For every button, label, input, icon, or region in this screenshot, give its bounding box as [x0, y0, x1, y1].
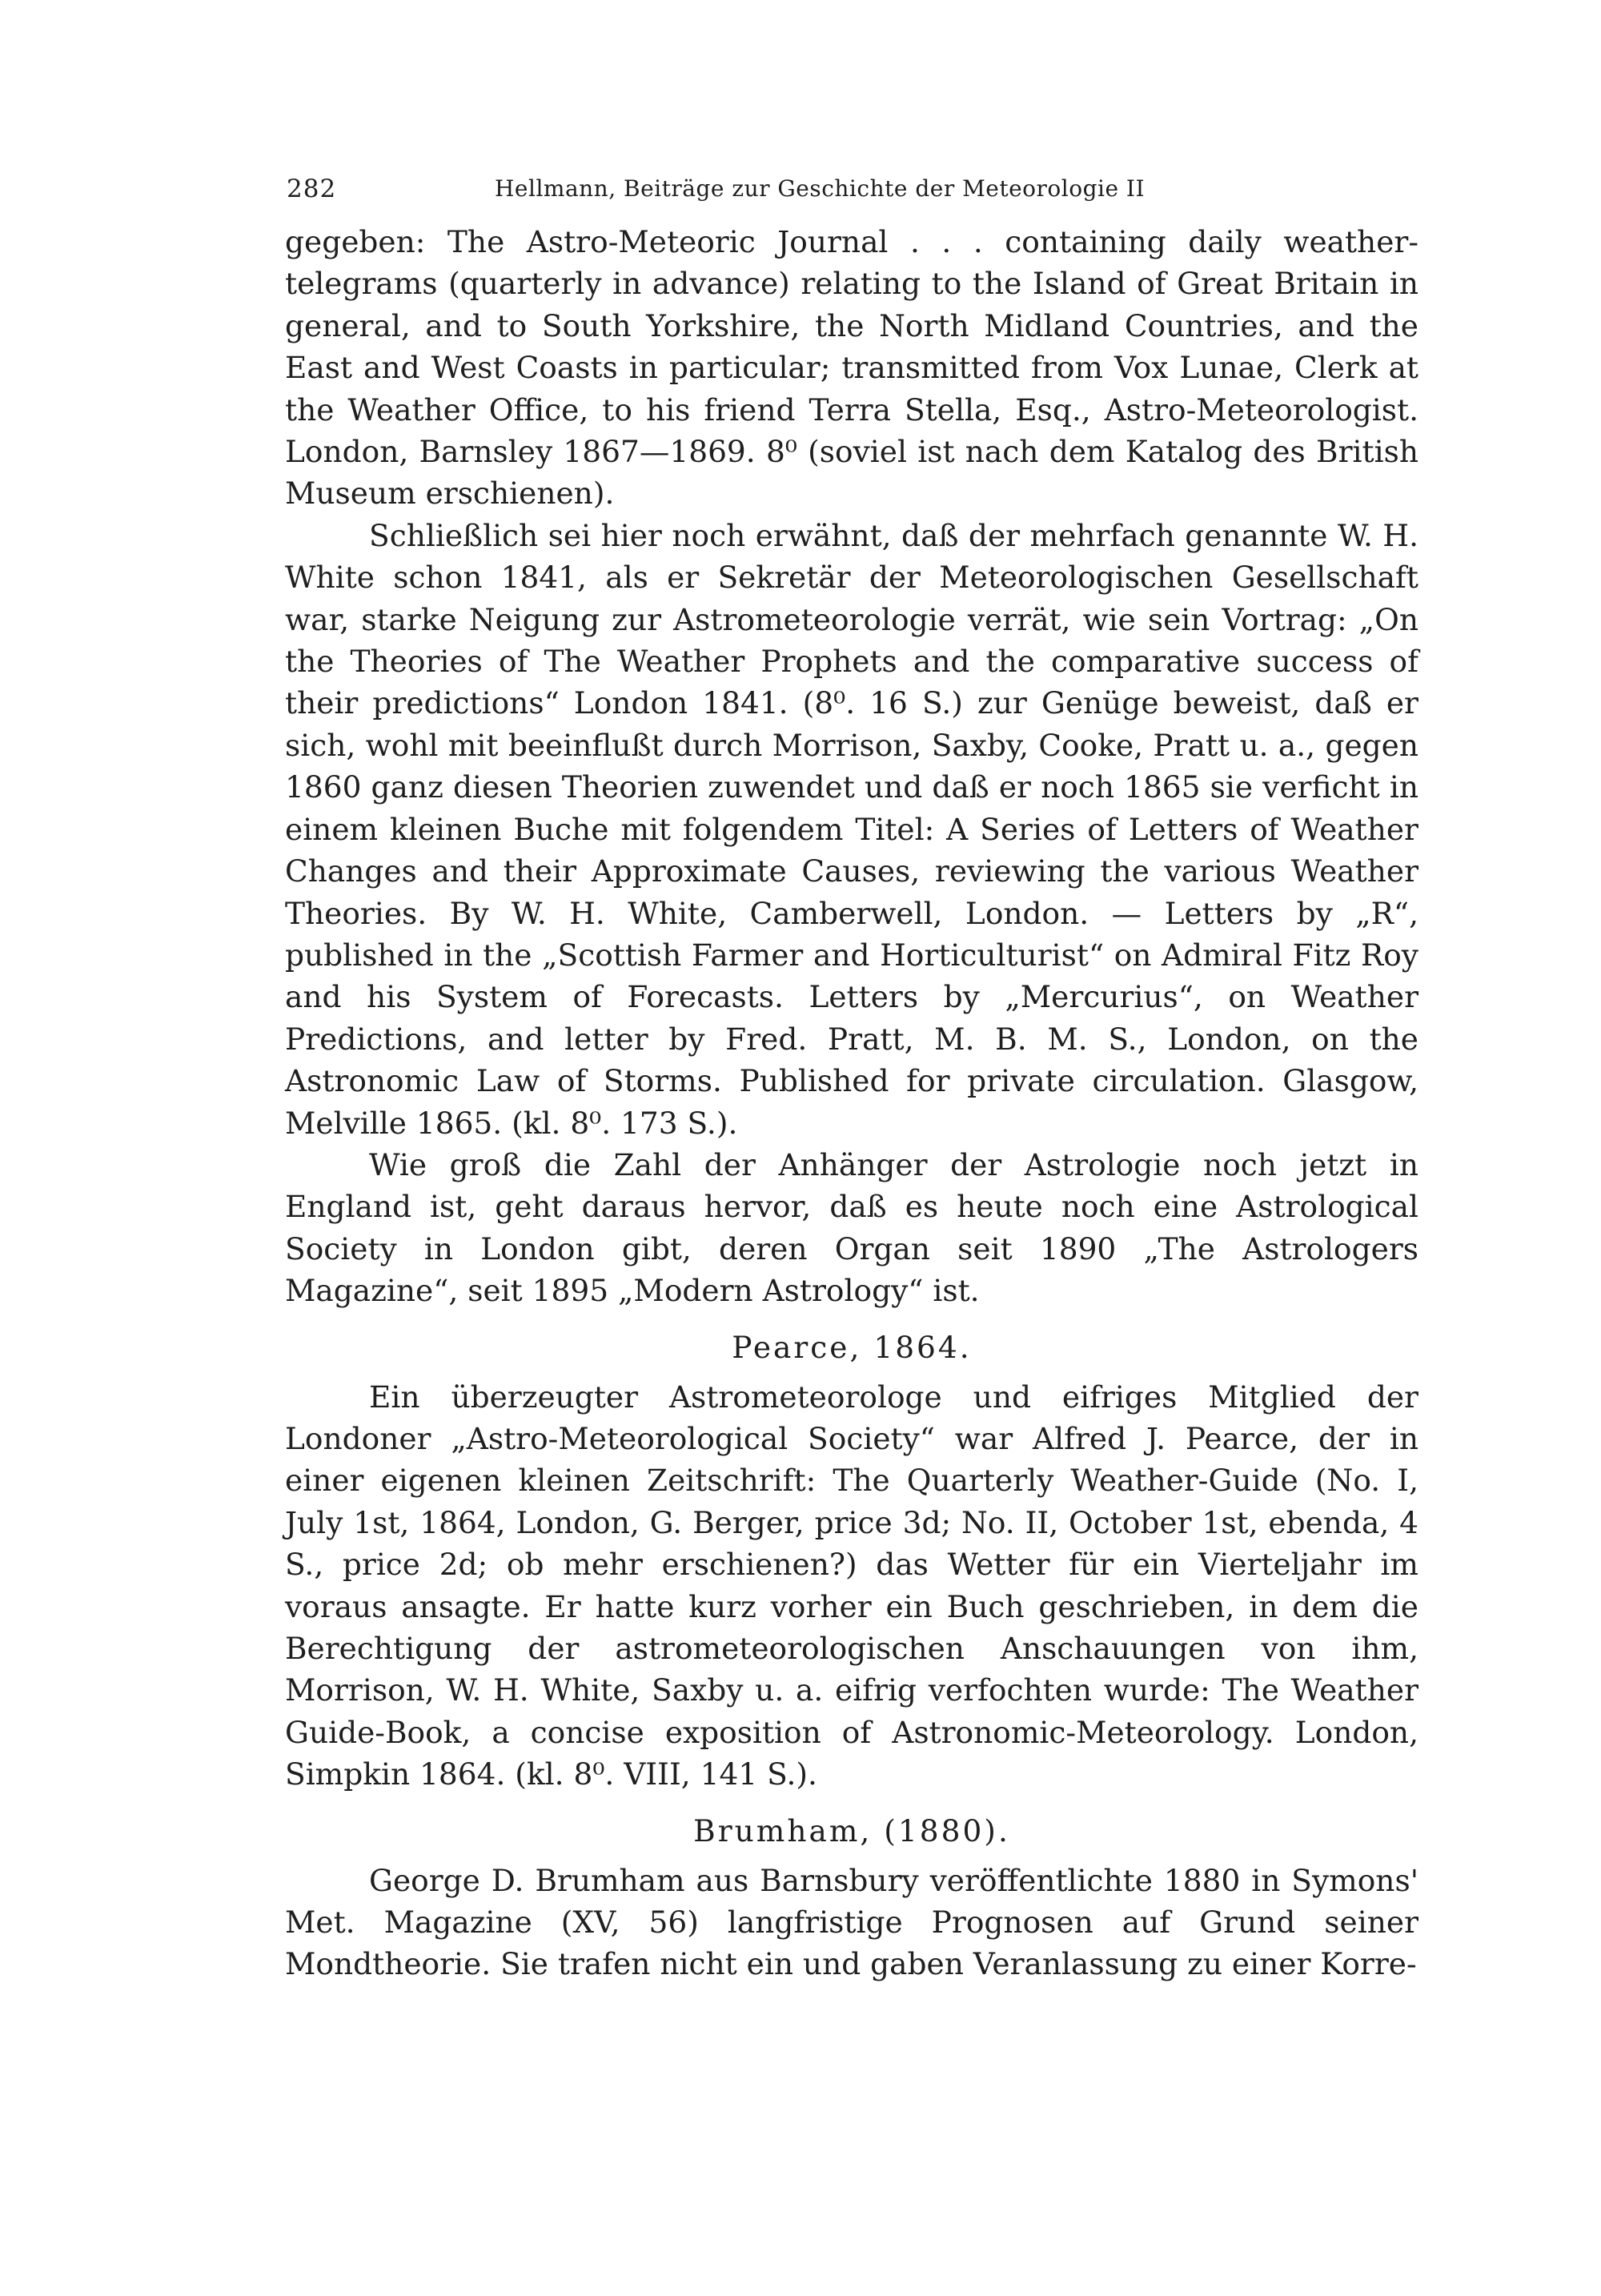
- paragraph-astro-meteoric-journal: gegeben: The Astro-Meteoric Journal . . . containing daily weather-telegrams (quarterly in advance) relating to the Island of Great Britain in general, and to South Yorkshire, the North Midland Countries, and the East and West Coasts in particular; transmitted from Vox Lunae, Clerk at the Weather Office, to his friend Terra Stella, Esq., Astro-Meteorologist. London, Barnsley 1867—1869. 8⁰ (soviel ist nach dem Katalog des British Museum erschienen).: [285, 224, 1418, 512]
- paragraph-pearce: Ein überzeugter Astrometeorologe und eifriges Mitglied der Londoner „Astro-Meteorological Society“ war Alfred J. Pearce, der in einer eigenen kleinen Zeitschrift: The Quarterly Weather-Guide (No. I, July 1st, 1864, London, G. Berger, price 3d; No. II, October 1st, ebenda, 4 S., price 2d; ob mehr erschienen?) das Wetter für ein Vierteljahr im voraus ansagte. Er hatte kurz vorher ein Buch geschrieben, in dem die Berechtigung der astrometeorologischen Anschauungen von ihm, Morrison, W. H. White, Saxby u. a. eifrig verfochten wurde: The Weather Guide-Book, a concise exposition of Astronomic-Meteorology. London, Simpkin 1864. (kl. 8⁰. VIII, 141 S.).: [285, 1379, 1418, 1792]
- page-header: [287, 170, 1439, 208]
- page-number: 282: [287, 175, 337, 203]
- section-heading-pearce: Pearce, 1864.: [732, 1329, 972, 1365]
- paragraph-astrological-society: Wie groß die Zahl der Anhänger der Astrologie noch jetzt in England ist, geht daraus hervor, daß es heute noch eine Astrological Society in London gibt, deren Organ seit 1890 „The Astrologers Magazine“, seit 1895 „Modern Astrology“ ist.: [285, 1146, 1418, 1309]
- paragraph-brumham: George D. Brumham aus Barnsbury veröffentlichte 1880 in Symons' Met. Magazine (XV, 56) langfristige Prognosen auf Grund seiner Mondtheorie. Sie trafen nicht ein und gaben Veranlassung zu einer Korre-: [285, 1862, 1418, 1982]
- running-head: Hellmann, Beiträge zur Geschichte der Meteorologie II: [495, 175, 1146, 202]
- section-heading-brumham: Brumham, (1880).: [693, 1812, 1010, 1848]
- body-text: [285, 221, 1418, 1985]
- paragraph-white-1841: Schließlich sei hier noch erwähnt, daß der mehrfach genannte W. H. White schon 1841, als er Sekretär der Meteorologischen Gesellschaft war, starke Neigung zur Astrometeorologie verrät, wie sein Vortrag: „On the Theories of The Weather Prophets and the comparative success of their predictions“ London 1841. (8⁰. 16 S.) zur Genüge beweist, daß er sich, wohl mit beeinflußt durch Morrison, Saxby, Cooke, Pratt u. a., gegen 1860 ganz diesen Theorien zuwendet und daß er noch 1865 sie verficht in einem kleinen Buche mit folgendem Titel: A Series of Letters of Weather Changes and their Approximate Causes, reviewing the various Weather Theories. By W. H. White, Camberwell, London. — Letters by „R“, published in the „Scottish Farmer and Horticulturist“ on Admiral Fitz Roy and his System of Forecasts. Letters by „Mercurius“, on Weather Predictions, and letter by Fred. Pratt, M. B. M. S., London, on the Astronomic Law of Storms. Published for private circulation. Glasgow, Melville 1865. (kl. 8⁰. 173 S.).: [285, 517, 1418, 1141]
